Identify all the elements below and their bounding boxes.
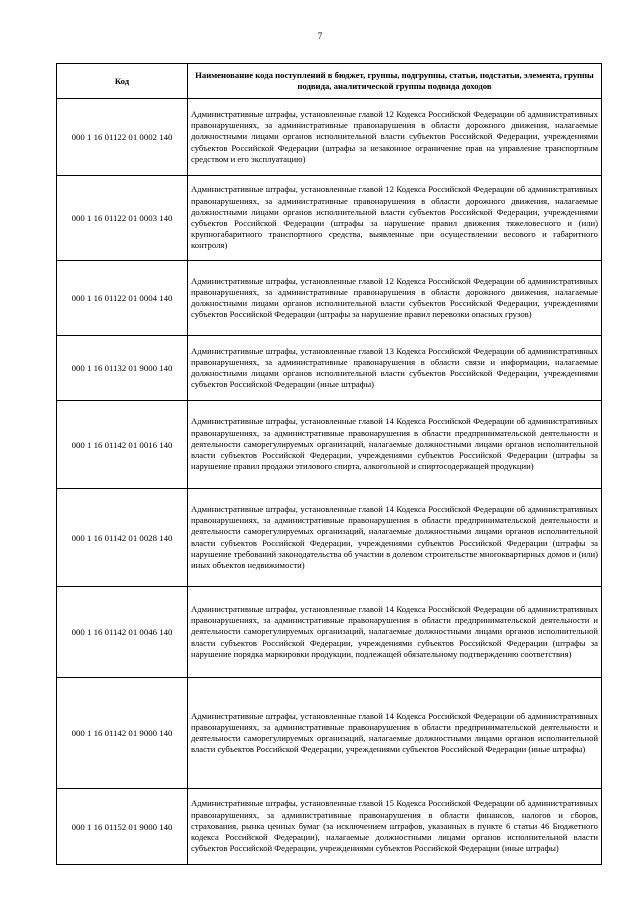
- revenue-code-cell: 000 1 16 01132 01 9000 140: [57, 336, 188, 401]
- revenue-code-cell: 000 1 16 01122 01 0004 140: [57, 261, 188, 336]
- table-row: [57, 99, 602, 176]
- table-row: [57, 587, 602, 678]
- column-header-name: Наименование кода поступлений в бюджет, группы, подгруппы, статьи, подстатьи, элемента, группы подвида, аналитической группы подвида доходов: [188, 64, 602, 99]
- revenue-description-cell: Административные штрафы, установленные главой 14 Кодекса Российской Федерации об административных правонарушениях, за административные правонарушения в области предпринимательской деятельности и деятельности саморегулируемых организаций, налагаемые должностными лицами органов исполнительной власти субъектов Российской Федерации, учреждениями субъектов Российской Федерации (штрафы за нарушение правил продажи этилового спирта, алкогольной и спиртосодержащей продукции): [188, 401, 602, 489]
- revenue-description-cell: Административные штрафы, установленные главой 15 Кодекса Российской Федерации об административных правонарушениях, за административные правонарушения в области финансов, налогов и сборов, страхования, рынка ценных бумаг (за исключением штрафов, указанных в пункте 6 статьи 46 Бюджетного кодекса Российской Федерации), налагаемые должностными лицами органов исполнительной власти субъектов Российской Федерации, учреждениями субъектов Российской Федерации (иные штрафы): [188, 789, 602, 865]
- revenue-description-cell: Административные штрафы, установленные главой 14 Кодекса Российской Федерации об административных правонарушениях, за административные правонарушения в области предпринимательской деятельности и деятельности саморегулируемых организаций, налагаемые должностными лицами органов исполнительной власти субъектов Российской Федерации, учреждениями субъектов Российской Федерации (штрафы за нарушение порядка маркировки продукции, подлежащей обязательному подтверждению соответствия): [188, 587, 602, 678]
- revenue-code-cell: 000 1 16 01152 01 9000 140: [57, 789, 188, 865]
- revenue-description-cell: Административные штрафы, установленные главой 14 Кодекса Российской Федерации об административных правонарушениях, за административные правонарушения в области предпринимательской деятельности и деятельности саморегулируемых организаций, налагаемые должностными лицами органов исполнительной власти субъектов Российской Федерации, учреждениями субъектов Российской Федерации (штрафы за нарушение требований законодательства об участии в долевом строительстве многоквартирных домов и (или) иных объектов недвижимости): [188, 489, 602, 587]
- table-row: [57, 678, 602, 789]
- revenue-code-cell: 000 1 16 01142 01 0016 140: [57, 401, 188, 489]
- revenue-code-cell: 000 1 16 01122 01 0002 140: [57, 99, 188, 176]
- table-row: [57, 336, 602, 401]
- table-row: [57, 789, 602, 865]
- revenue-description-cell: Административные штрафы, установленные главой 13 Кодекса Российской Федерации об административных правонарушениях, за административные правонарушения в области связи и информации, налагаемые должностными лицами органов исполнительной власти субъектов Российской Федерации, учреждениями субъектов Российской Федерации (иные штрафы): [188, 336, 602, 401]
- revenue-code-cell: 000 1 16 01122 01 0003 140: [57, 176, 188, 261]
- table-row: [57, 489, 602, 587]
- revenue-codes-table: [56, 63, 602, 865]
- revenue-code-cell: 000 1 16 01142 01 9000 140: [57, 678, 188, 789]
- revenue-description-cell: Административные штрафы, установленные главой 12 Кодекса Российской Федерации об административных правонарушениях, за административные правонарушения в области дорожного движения, налагаемые должностными лицами органов исполнительной власти субъектов Российской Федерации, учреждениями субъектов Российской Федерации (штрафы за нарушение правил движения тяжеловесного и (или) крупногабаритного транспортного средства, выявленные при осуществлении весового и габаритного контроля): [188, 176, 602, 261]
- revenue-description-cell: Административные штрафы, установленные главой 12 Кодекса Российской Федерации об административных правонарушениях, за административные правонарушения в области дорожного движения, налагаемые должностными лицами органов исполнительной власти субъектов Российской Федерации, учреждениями субъектов Российской Федерации (штрафы за нарушение правил перевозки опасных грузов): [188, 261, 602, 336]
- column-header-code: Код: [57, 64, 188, 99]
- revenue-description-cell: Административные штрафы, установленные главой 12 Кодекса Российской Федерации об административных правонарушениях, за административные правонарушения в области дорожного движения, налагаемые должностными лицами органов исполнительной власти субъектов Российской Федерации, учреждениями субъектов Российской Федерации (штрафы за незаконное ограничение прав на управление транспортным средством и его эксплуатацию): [188, 99, 602, 176]
- table-row: [57, 401, 602, 489]
- table-row: [57, 176, 602, 261]
- table-row: [57, 261, 602, 336]
- revenue-code-cell: 000 1 16 01142 01 0046 140: [57, 587, 188, 678]
- revenue-description-cell: Административные штрафы, установленные главой 14 Кодекса Российской Федерации об административных правонарушениях, за административные правонарушения в области предпринимательской деятельности и деятельности саморегулируемых организаций, налагаемые должностными лицами органов исполнительной власти субъектов Российской Федерации, учреждениями субъектов Российской Федерации (иные штрафы): [188, 678, 602, 789]
- table-header-row: [57, 64, 602, 99]
- revenue-code-cell: 000 1 16 01142 01 0028 140: [57, 489, 188, 587]
- page-number: 7: [317, 31, 323, 41]
